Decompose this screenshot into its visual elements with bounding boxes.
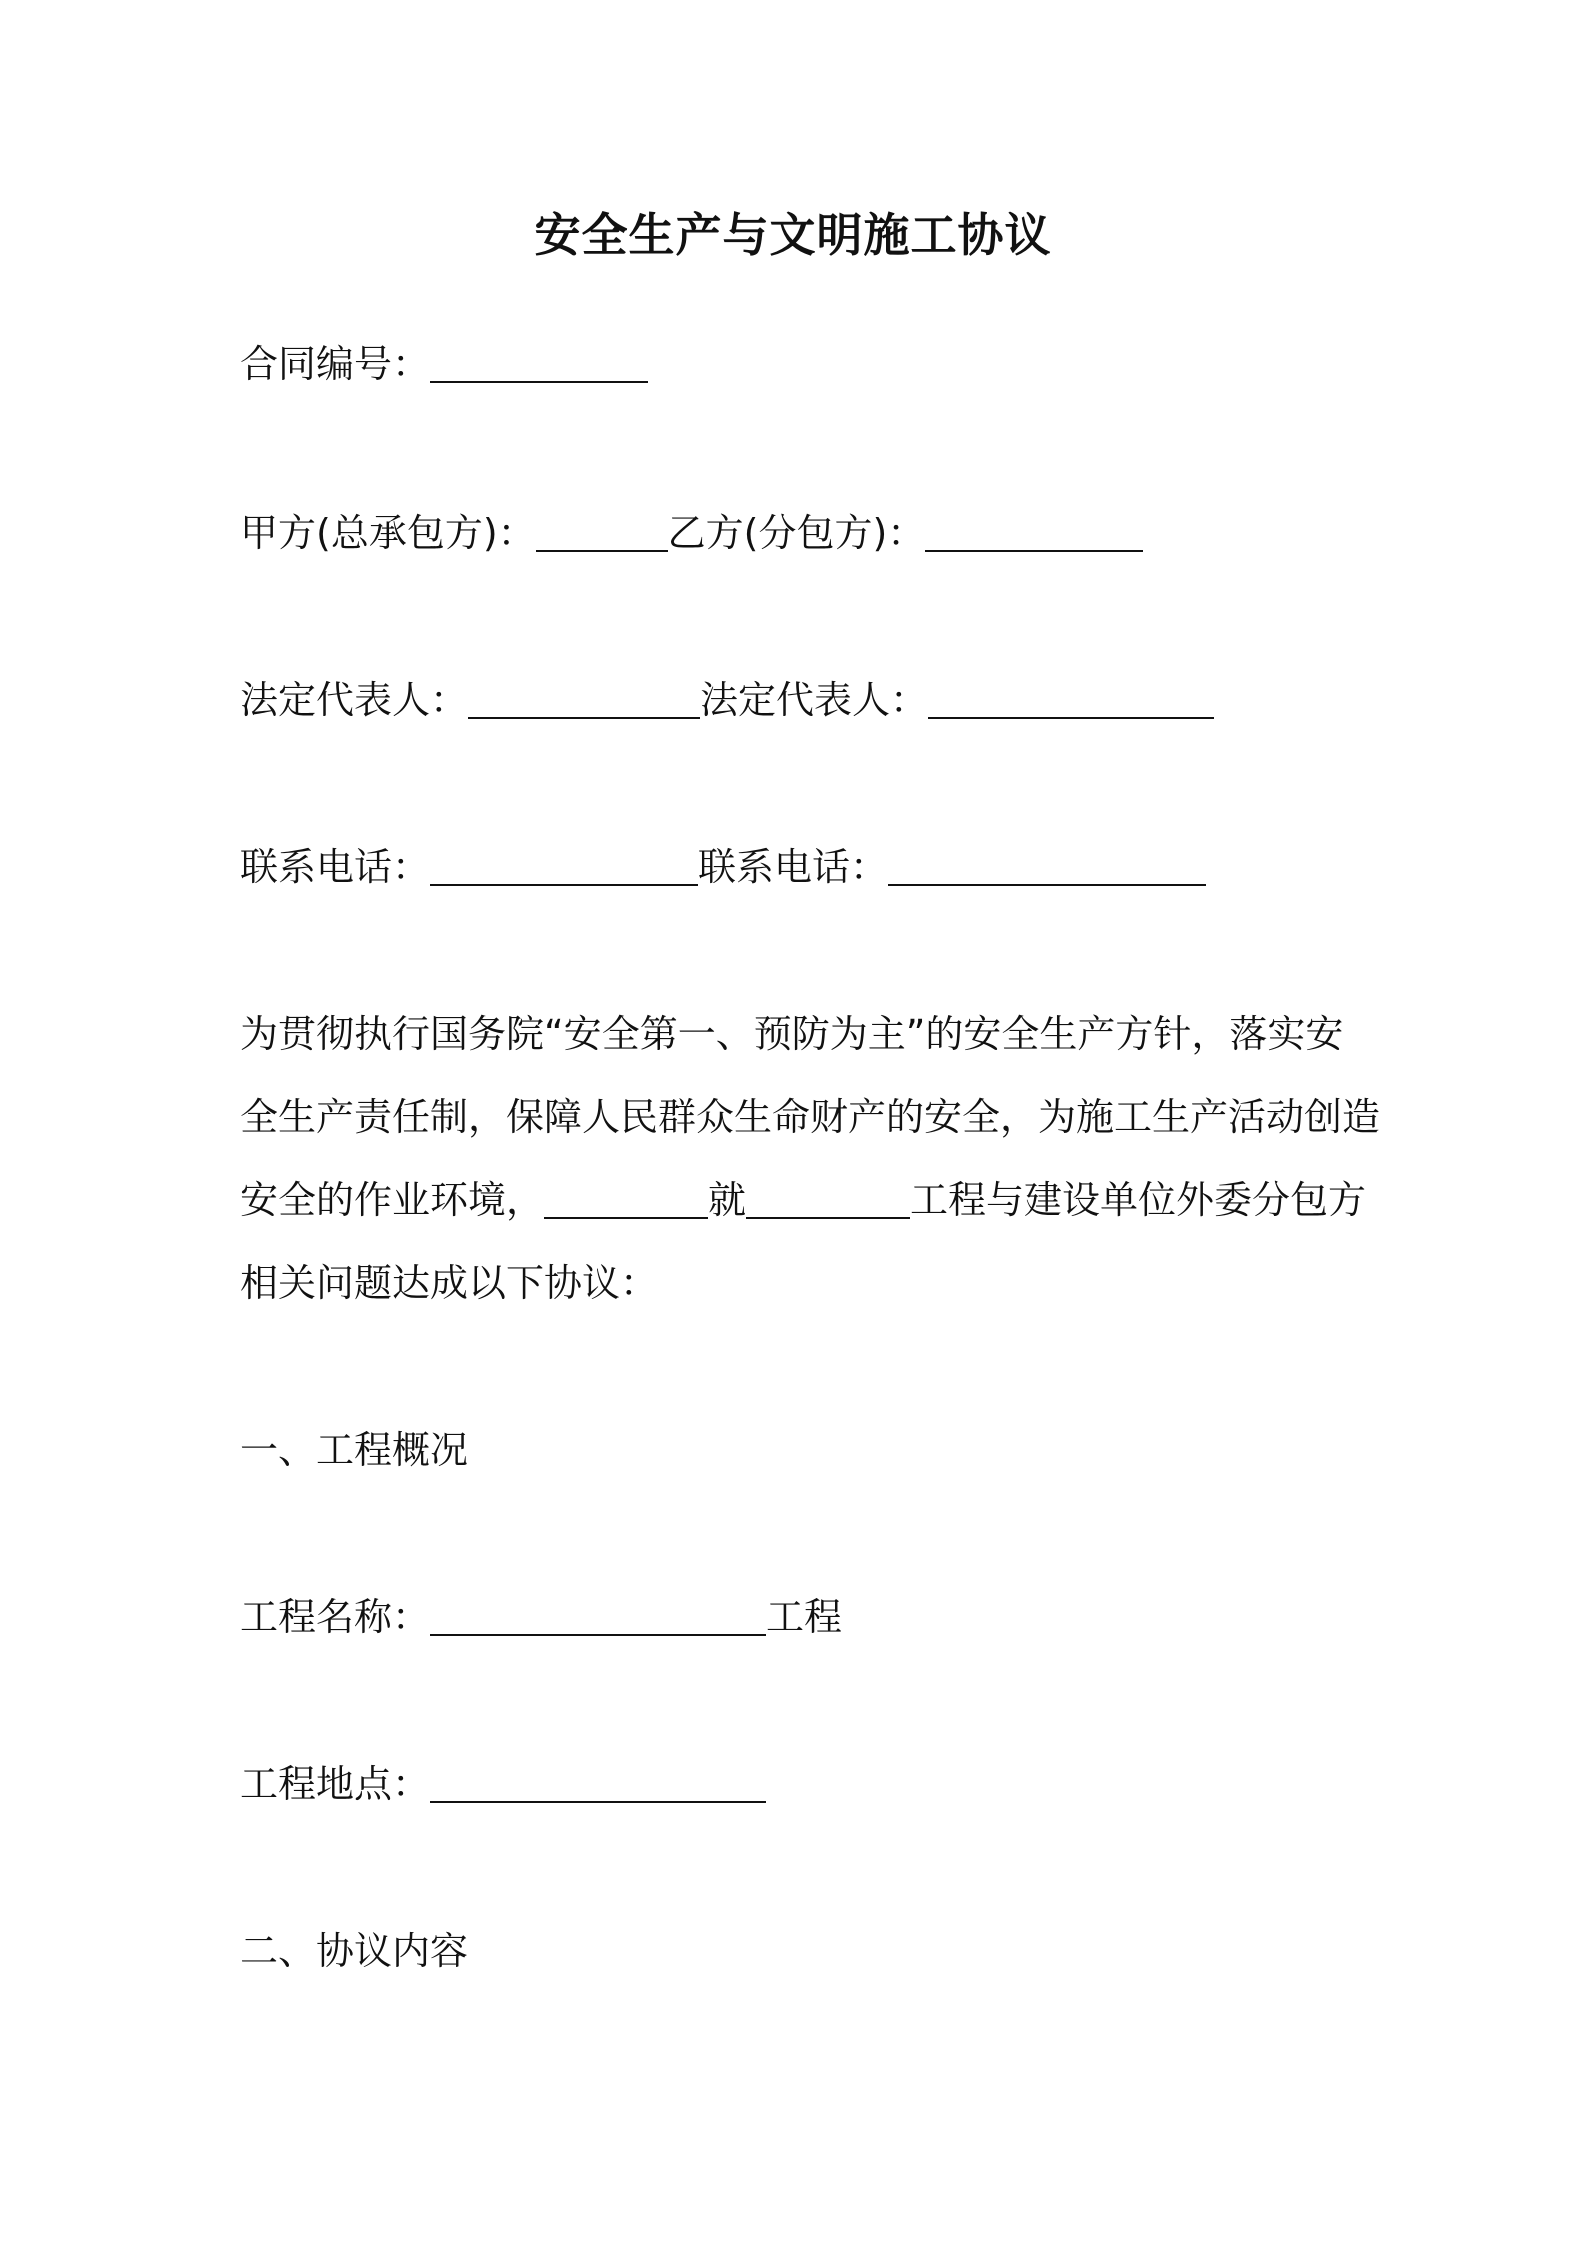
contract-number-blank[interactable] [430,341,648,383]
project-location-line [240,1756,766,1812]
legal-rep-b-blank[interactable] [928,677,1214,719]
document-title: 安全生产与文明施工协议 [534,208,1052,262]
legal-rep-a-blank[interactable] [468,677,700,719]
phone-line [240,839,1206,895]
phone-a-label: 联系电话： [240,845,431,889]
intro-line-3-a: 安全的作业环境， [240,1178,545,1222]
contract-number-line [240,336,648,392]
party-b-blank[interactable] [925,510,1143,552]
parties-line [240,505,1143,561]
intro-line-3 [240,1159,1367,1242]
phone-b-blank[interactable] [888,844,1206,886]
project-name-line [240,1589,842,1645]
intro-line-2: 全生产责任制，保障人民群众生命财产的安全，为施工生产活动创造 [240,1095,1381,1139]
party-b-label: 乙方(分包方)： [667,511,926,555]
legal-rep-b-label: 法定代表人： [700,678,929,722]
phone-a-blank[interactable] [430,844,698,886]
contract-number-label: 合同编号： [240,342,431,386]
legal-representative-line [240,672,1214,728]
party-a-blank[interactable] [536,510,668,552]
intro-line-4: 相关问题达成以下协议： [240,1261,659,1305]
intro-paragraph [240,993,1381,1325]
phone-b-label: 联系电话： [698,845,889,889]
legal-rep-a-label: 法定代表人： [240,678,469,722]
party-a-label: 甲方(总承包方)： [240,511,536,555]
intro-line-3-c: 工程与建设单位外委分包方 [910,1178,1367,1222]
project-location-blank[interactable] [430,1761,766,1803]
project-location-label: 工程地点： [240,1762,431,1806]
intro-line-1: 为贯彻执行国务院“安全第一、预防为主”的安全生产方针，落实安 [240,1012,1344,1056]
agreement-party-blank[interactable] [544,1177,708,1219]
intro-line-3-b: 就 [708,1178,747,1222]
project-name-suffix: 工程 [766,1595,843,1639]
agreement-project-blank[interactable] [746,1177,910,1219]
section-2-heading: 二、协议内容 [240,1929,469,1973]
project-name-label: 工程名称： [240,1595,431,1639]
project-name-blank[interactable] [430,1594,766,1636]
section-1-heading: 一、工程概况 [240,1428,469,1472]
